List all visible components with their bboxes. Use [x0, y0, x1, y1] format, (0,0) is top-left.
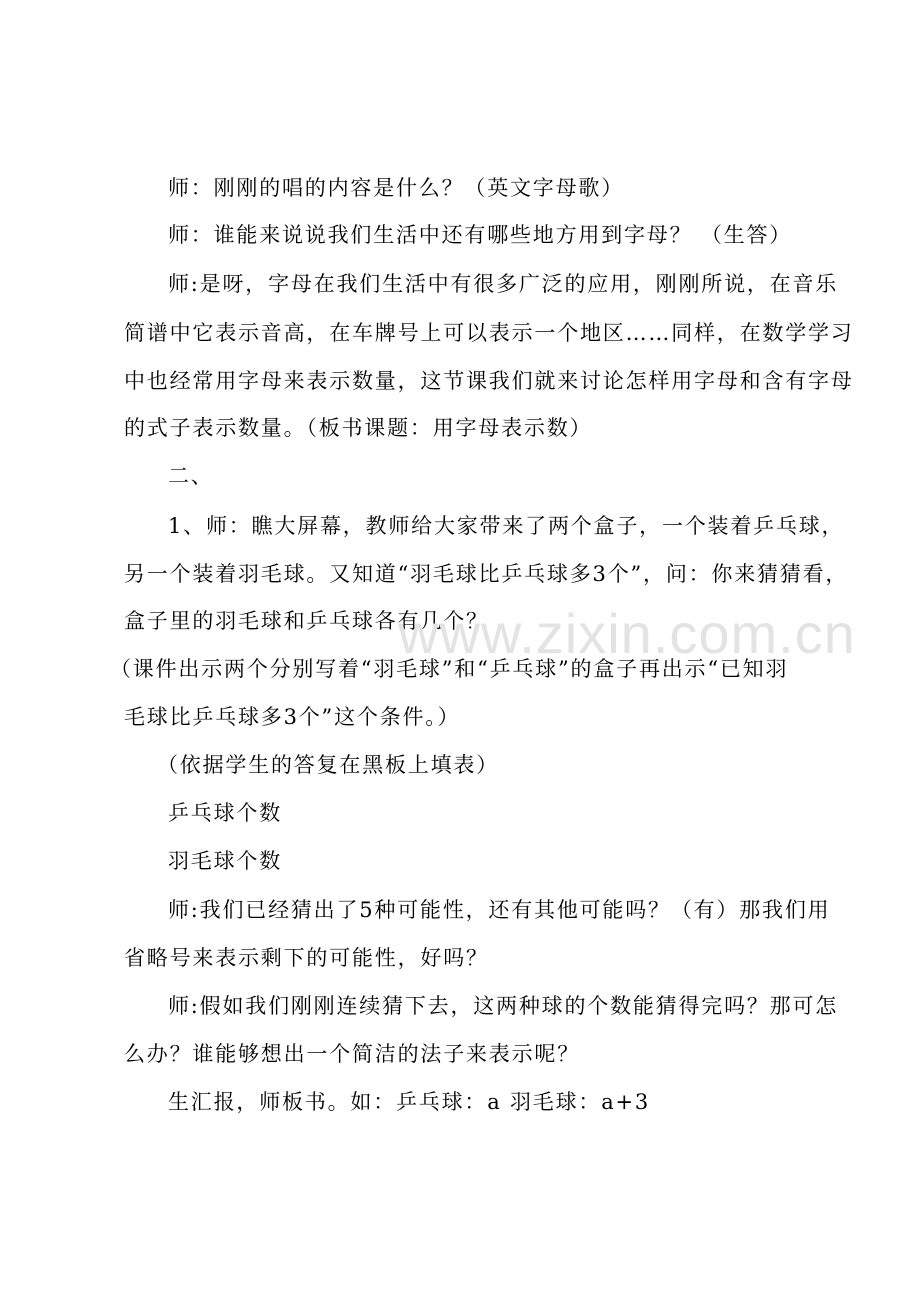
text-line-18: 师:假如我们刚刚连续猜下去，这两种球的个数能猜得完吗？那可怎: [168, 994, 839, 1018]
text-line-13: （依据学生的答复在黑板上填表）: [157, 753, 499, 777]
text-line-17: 省略号来表示剩下的可能性，好吗？: [124, 946, 489, 970]
text-line-3: 师:是呀，字母在我们生活中有很多广泛的应用，刚刚所说，在音乐: [168, 272, 839, 296]
text-line-19: 么办？谁能够想出一个简洁的法子来表示呢？: [124, 1042, 580, 1066]
text-line-16: 师:我们已经猜出了5种可能性，还有其他可能吗？（有）那我们用: [168, 898, 831, 922]
text-line-2: 师：谁能来说说我们生活中还有哪些地方用到字母？ （生答）: [168, 223, 793, 247]
text-line-5: 中也经常用字母来表示数量，这节课我们就来讨论怎样用字母和含有字母: [124, 369, 854, 393]
text-line-6: 的式子表示数量。（板书课题：用字母表示数）: [124, 416, 593, 440]
table-row-label-pingpong: 乒乓球个数: [168, 801, 282, 825]
text-line-1: 师：刚刚的唱的内容是什么？（英文字母歌）: [168, 176, 624, 200]
section-heading: 二、: [168, 464, 214, 488]
table-row-label-badminton: 羽毛球个数: [168, 849, 282, 873]
text-line-12: 毛球比乒乓球多3个”这个条件。）: [124, 705, 461, 729]
text-line-10: 盒子里的羽毛球和乒乓球各有几个？: [124, 609, 489, 633]
watermark: www.zixin.com.cn: [398, 602, 856, 665]
text-line-8: 1、师：瞧大屏幕，教师给大家带来了两个盒子，一个装着乒乓球，: [168, 514, 845, 538]
text-line-11: （课件出示两个分别写着“羽毛球”和“乒乓球”的盒子再出示“已知羽: [110, 657, 789, 681]
text-line-20: 生汇报，师板书。如：乒乓球：a 羽毛球：a+3: [168, 1090, 651, 1114]
text-line-4: 简谱中它表示音高，在车牌号上可以表示一个地区……同样，在数学学习: [124, 321, 854, 345]
text-line-9: 另一个装着羽毛球。又知道“羽毛球比乒乓球多3个”，问：你来猜猜看，: [124, 562, 849, 586]
